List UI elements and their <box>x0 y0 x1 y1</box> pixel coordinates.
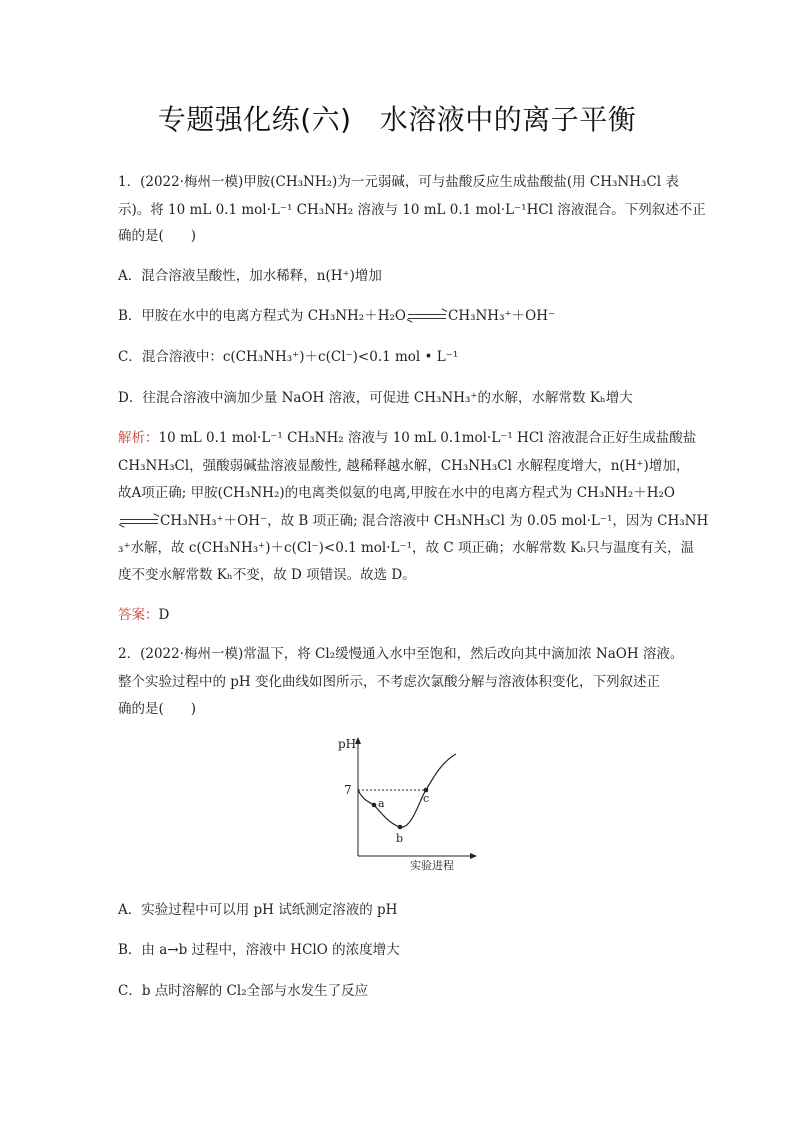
x-axis-arrow-icon <box>470 853 477 859</box>
question-1-option-c: C．混合溶液中：c(CH₃NH₃⁺)＋c(Cl⁻)<0.1 mol • L⁻¹ <box>118 349 459 365</box>
question-2-stem-line-1: 2．(2022·梅州一模)常温下，将 Cl₂缓慢通入水中至饱和，然后改向其中滴加浓 NaOH 溶液。 <box>118 646 684 662</box>
reversible-arrow-icon <box>408 312 446 321</box>
y-axis-label: pH <box>338 737 357 751</box>
question-1-option-b <box>118 304 555 324</box>
point-c-label: c <box>423 792 430 805</box>
question-2-stem-line-3: 确的是( ) <box>118 701 197 717</box>
question-2-option-a: A．实验过程中可以用 pH 试纸测定溶液的 pH <box>118 902 398 918</box>
question-1-option-a: A．混合溶液呈酸性，加水稀释，n(H⁺)增加 <box>118 268 382 284</box>
question-1-stem-line-1: 1．(2022·梅州一模)甲胺(CH₃NH₂)为一元弱碱，可与盐酸反应生成盐酸盐(用 CH₃NH₃Cl 表 <box>118 174 679 190</box>
point-b-label: b <box>396 832 404 845</box>
analysis-1-line-2: CH₃NH₃Cl，强酸弱碱盐溶液显酸性, 越稀释越水解，CH₃NH₃Cl 水解程度增大，n(H⁺)增加， <box>118 458 690 474</box>
question-1-stem-line-3: 确的是( ) <box>118 228 197 244</box>
analysis-1-line-3: 故A项正确; 甲胺(CH₃NH₂)的电离类似氨的电离,甲胺在水中的电离方程式为 CH₃NH₂＋H₂O <box>118 485 675 501</box>
answer-label: 答案： <box>118 607 159 623</box>
ph-curve-figure <box>330 732 480 872</box>
point-b <box>398 825 403 830</box>
page-title: 专题强化练(六) 水溶液中的离子平衡 <box>157 103 637 136</box>
question-1-stem-line-2: 示)。将 10 mL 0.1 mol·L⁻¹ CH₃NH₂ 溶液与 10 mL 0.1 mol·L⁻¹HCl 溶液混合。下列叙述不正 <box>118 202 706 218</box>
question-2-option-b: B．由 a→b 过程中，溶液中 HClO 的浓度增大 <box>118 942 400 958</box>
analysis-1-line-4 <box>118 509 708 529</box>
question-2-stem-line-2: 整个实验过程中的 pH 变化曲线如图所示，不考虑次氯酸分解与溶液体积变化，下列叙述正 <box>118 674 660 690</box>
answer-1 <box>118 603 169 623</box>
analysis-label: 解析： <box>118 430 159 446</box>
ph-curve <box>358 754 456 827</box>
analysis-1-line-6: 度不变水解常数 Kₕ不变，故 D 项错误。故选 D。 <box>118 567 416 583</box>
question-1-option-d: D．往混合溶液中滴加少量 NaOH 溶液，可促进 CH₃NH₃⁺的水解，水解常数 Kₕ增大 <box>118 390 633 406</box>
option-b-text-2: CH₃NH₃⁺＋OH⁻ <box>447 308 556 324</box>
point-a-label: a <box>378 797 385 810</box>
analysis-1-line-5: ₃⁺水解，故 c(CH₃NH₃⁺)＋c(Cl⁻)<0.1 mol·L⁻¹，故 C 项正确；水解常数 Kₕ只与温度有关，温 <box>118 540 695 556</box>
y-tick-7: 7 <box>344 783 352 797</box>
question-2-option-c: C．b 点时溶解的 Cl₂全部与水发生了反应 <box>118 983 369 999</box>
point-a <box>372 803 377 808</box>
x-axis-label: 实验进程 <box>410 859 454 872</box>
analysis-1-text-4: CH₃NH₃⁺＋OH⁻，故 B 项正确; 混合溶液中 CH₃NH₃Cl 为 0.05 mol·L⁻¹，因为 CH₃NH <box>160 513 709 529</box>
option-b-text-1: B．甲胺在水中的电离方程式为 CH₃NH₂＋H₂O <box>118 308 406 324</box>
analysis-1-text-1: 10 mL 0.1 mol·L⁻¹ CH₃NH₂ 溶液与 10 mL 0.1mol·L⁻¹ HCl 溶液混合正好生成盐酸盐 <box>158 430 697 446</box>
reversible-arrow-icon <box>120 517 158 526</box>
analysis-1-line-1 <box>118 426 696 446</box>
answer-value: D <box>158 607 170 623</box>
